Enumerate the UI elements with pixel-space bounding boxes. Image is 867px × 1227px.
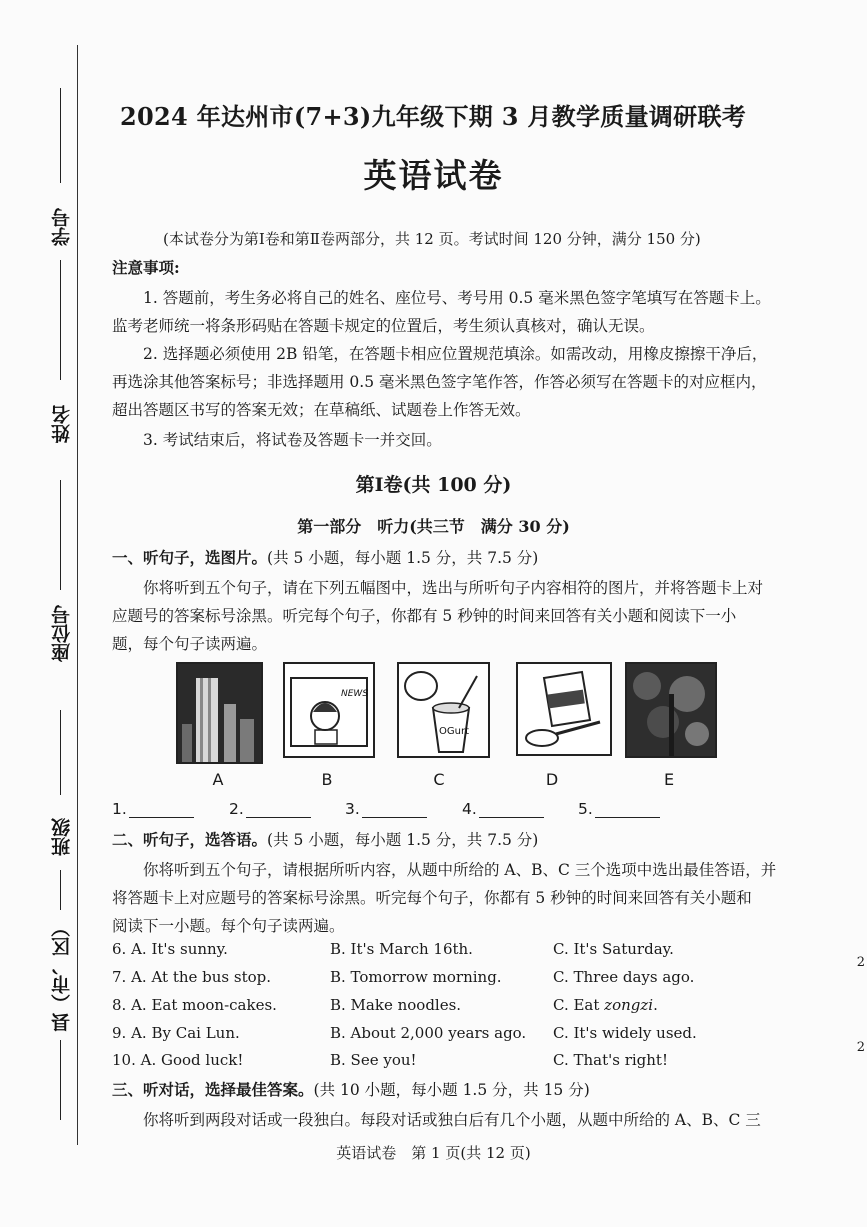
exam-intro: (本试卷分为第Ⅰ卷和第Ⅱ卷两部分，共 12 页。考试时间 120 分钟，满分 150 分) <box>163 230 701 248</box>
picture-row <box>0 662 867 802</box>
q6-option-a[interactable]: 6. A. It's sunny. <box>112 940 228 958</box>
blank-number-2: 2. <box>229 800 244 818</box>
section-1-heading <box>112 546 538 568</box>
q7-option-c[interactable]: C. Three days ago. <box>553 968 695 986</box>
answer-blank-2[interactable] <box>229 800 311 818</box>
section-2-title: 二、听句子，选答语。 <box>112 830 268 849</box>
section-1-line-3: 题，每个句子读两遍。 <box>112 635 268 653</box>
student-no-label: 学号 <box>51 208 73 246</box>
part-1-heading: 第一部分 听力(共三节 满分 30 分) <box>297 517 570 536</box>
blank-number-5: 5. <box>578 800 593 818</box>
picture-d-salt <box>516 662 612 756</box>
exam-title: 2024 年达州市(7+3)九年级下期 3 月教学质量调研联考 <box>120 102 747 131</box>
q9-option-a[interactable]: 9. A. By Cai Lun. <box>112 1024 240 1042</box>
picture-b-news <box>283 662 375 758</box>
answer-blank-5[interactable] <box>578 800 660 818</box>
section-2-line-1: 你将听到五个句子，请根据所听内容，从题中所给的 A、B、C 三个选项中选出最佳答语，并 <box>143 861 777 879</box>
county-label: 县（市、区） <box>51 918 73 1032</box>
yogurt-text: OGurt <box>439 726 469 737</box>
section-3-heading <box>112 1078 590 1100</box>
note-2c: 超出答题区书写的答案无效；在草稿纸、试题卷上作答无效。 <box>112 401 531 419</box>
news-text: NEWS <box>341 689 369 699</box>
exam-subtitle: 英语试卷 <box>363 156 504 195</box>
section-1-line-2: 应题号的答案标号涂黑。听完每个句子，你都有 5 秒钟的时间来回答有关小题和阅读下一小 <box>112 607 737 625</box>
picture-e-forest <box>625 662 717 758</box>
forest-icon <box>627 664 715 756</box>
section-3-line-1: 你将听到两段对话或一段独白。每段对话或独白后有几个小题，从题中所给的 A、B、C 三 <box>143 1111 761 1129</box>
volume-1-heading: 第Ⅰ卷(共 100 分) <box>355 474 512 496</box>
q8-option-c[interactable]: C. Eat zongzi. <box>553 996 658 1014</box>
answer-blank-1[interactable] <box>112 800 194 818</box>
q10-option-b[interactable]: B. See you! <box>330 1051 417 1069</box>
picture-label-d: D <box>545 770 559 789</box>
q6-option-c[interactable]: C. It's Saturday. <box>553 940 674 958</box>
edge-mark-1: 2 <box>856 955 865 970</box>
class-line <box>60 870 61 910</box>
edge-mark-2: 2 <box>856 1040 865 1055</box>
blank-number-4: 4. <box>462 800 477 818</box>
binding-line <box>77 45 78 1145</box>
buildings-icon <box>178 664 261 762</box>
q10-option-a[interactable]: 10. A. Good luck! <box>112 1051 244 1069</box>
q8-option-b[interactable]: B. Make noodles. <box>330 996 462 1014</box>
q8-option-a[interactable]: 8. A. Eat moon-cakes. <box>112 996 277 1014</box>
note-2a: 2. 选择题必须使用 2B 铅笔，在答题卡相应位置规范填涂。如需改动，用橡皮擦擦干净后， <box>143 345 768 363</box>
note-2b: 再选涂其他答案标号；非选择题用 0.5 毫米黑色签字笔作答，作答必须写在答题卡的对应框内， <box>112 373 767 391</box>
yogurt-cup-icon <box>399 664 488 756</box>
answer-blank-4[interactable] <box>462 800 544 818</box>
answer-blank-3[interactable] <box>345 800 427 818</box>
county-line <box>60 1040 61 1120</box>
section-3-score: (共 10 小题，每小题 1.5 分，共 15 分) <box>313 1081 590 1099</box>
picture-a-buildings <box>176 662 263 764</box>
note-1b: 监考老师统一将条形码贴在答题卡规定的位置后，考生须认真核对，确认无误。 <box>112 317 655 335</box>
q9-option-b[interactable]: B. About 2,000 years ago. <box>330 1024 527 1042</box>
blank-number-3: 3. <box>345 800 360 818</box>
section-1-line-1: 你将听到五个句子，请在下列五幅图中，选出与所听句子内容相符的图片，并将答题卡上对 <box>143 579 764 597</box>
salt-spoon-icon <box>518 664 610 754</box>
picture-c-yogurt <box>397 662 490 758</box>
picture-label-b: B <box>321 770 333 789</box>
section-1-score: (共 5 小题，每小题 1.5 分，共 7.5 分) <box>267 549 539 567</box>
notes-heading: 注意事项: <box>112 258 180 277</box>
section-2-line-3: 阅读下一小题。每个句子读两遍。 <box>112 917 345 935</box>
news-tv-icon <box>285 664 373 756</box>
q6-option-b[interactable]: B. It's March 16th. <box>330 940 473 958</box>
picture-label-c: C <box>433 770 445 789</box>
section-2-heading <box>112 828 538 850</box>
blank-number-1: 1. <box>112 800 127 818</box>
q7-option-a[interactable]: 7. A. At the bus stop. <box>112 968 272 986</box>
note-1a: 1. 答题前，考生务必将自己的姓名、座位号、考号用 0.5 毫米黑色签字笔填写在答题卡上。 <box>143 289 771 307</box>
picture-label-e: E <box>663 770 675 789</box>
section-3-title: 三、听对话，选择最佳答案。 <box>112 1080 314 1099</box>
q9-option-c[interactable]: C. It's widely used. <box>553 1024 697 1042</box>
class-label: 班级 <box>51 818 73 856</box>
q10-option-c[interactable]: C. That's right! <box>553 1051 668 1069</box>
q7-option-b[interactable]: B. Tomorrow morning. <box>330 968 502 986</box>
section-2-score: (共 5 小题，每小题 1.5 分，共 7.5 分) <box>267 831 539 849</box>
note-3: 3. 考试结束后，将试卷及答题卡一并交回。 <box>143 431 442 449</box>
picture-label-a: A <box>212 770 224 789</box>
page-footer: 英语试卷 第 1 页(共 12 页) <box>336 1144 531 1162</box>
section-1-title: 一、听句子，选图片。 <box>112 548 268 567</box>
name-label: 姓名 <box>51 405 73 443</box>
section-2-line-2: 将答题卡上对应题号的答案标号涂黑。听完每个句子，你都有 5 秒钟的时间来回答有关小题和 <box>112 889 752 907</box>
name-line-top <box>60 260 61 380</box>
seat-no-label: 座位号 <box>51 605 73 662</box>
